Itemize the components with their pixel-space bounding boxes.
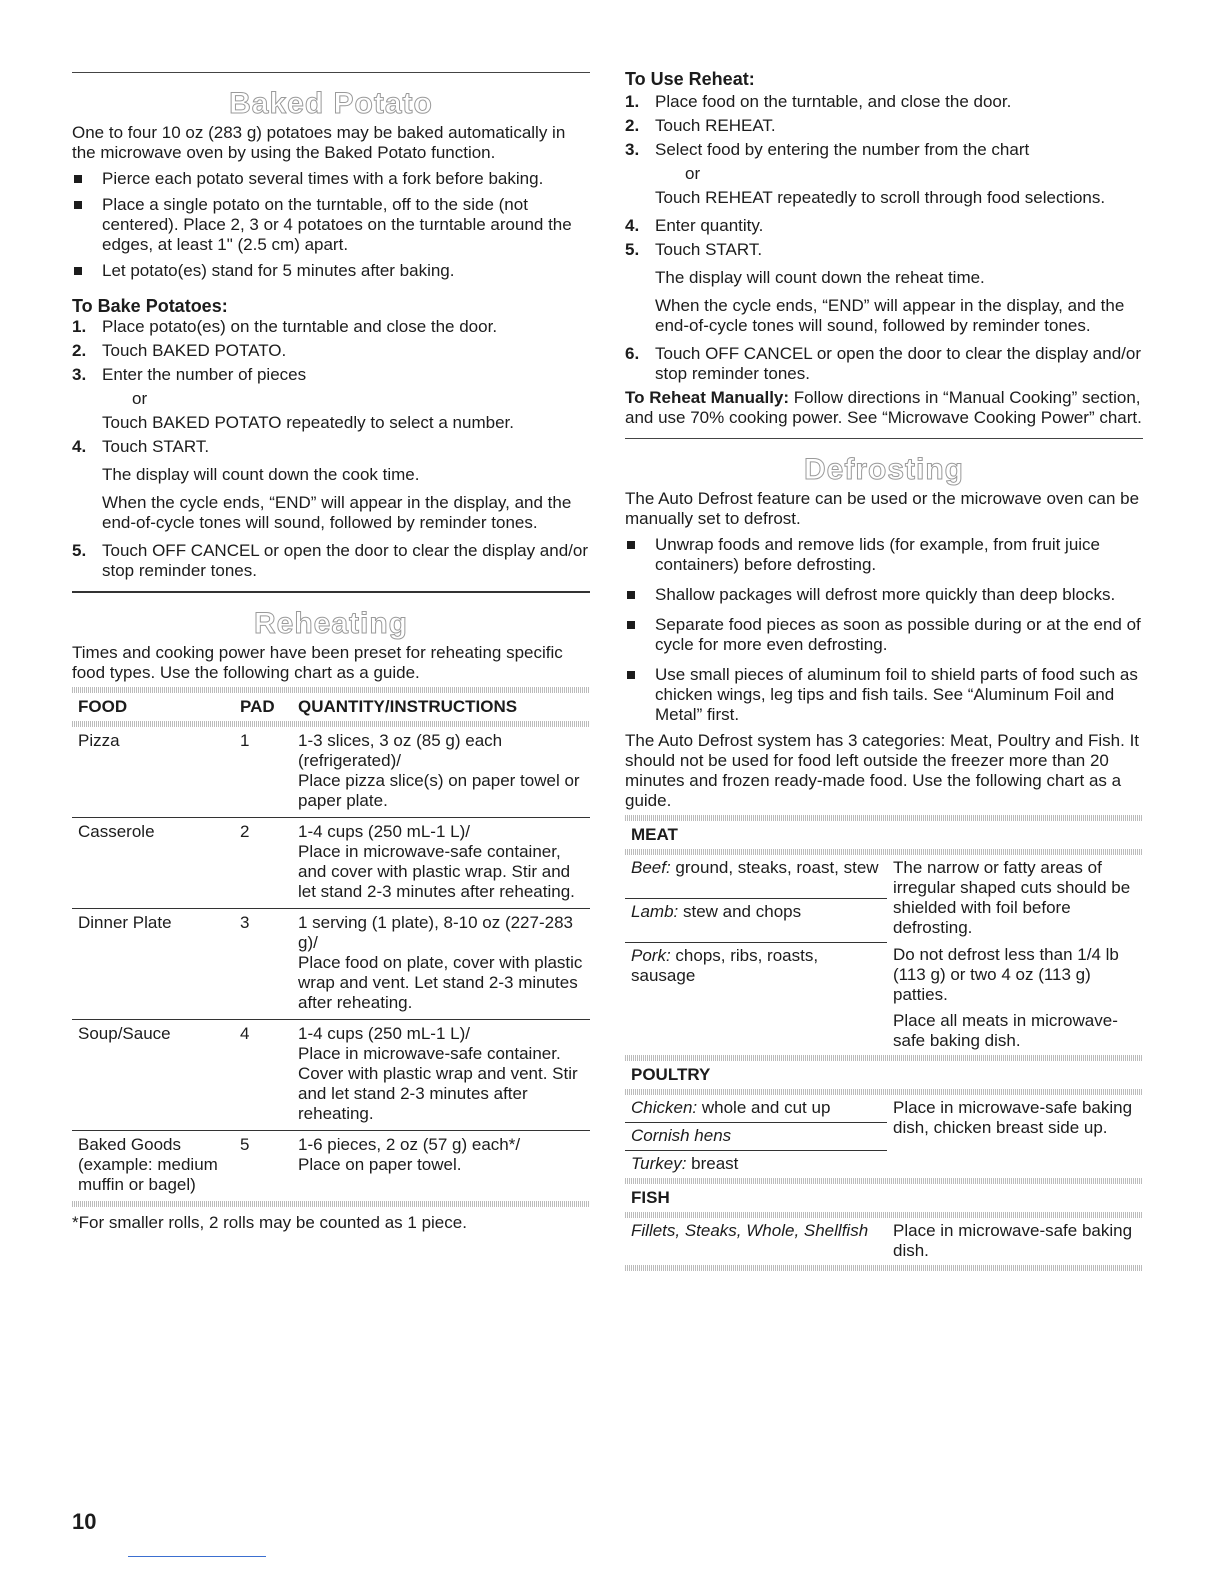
note-cell xyxy=(887,942,1143,1055)
pad-cell: 2 xyxy=(234,818,292,909)
step-item xyxy=(625,92,1143,112)
step-alt-text: Touch REHEAT repeatedly to scroll through food selections. xyxy=(655,188,1106,207)
section-divider xyxy=(72,591,590,593)
food-name: Cornish hens xyxy=(631,1126,732,1145)
step-item xyxy=(72,437,590,533)
section-divider xyxy=(72,72,590,73)
note-text: Do not defrost less than 1/4 lb (113 g) or two 4 oz (113 g) patties. xyxy=(893,945,1119,1004)
or-text: or xyxy=(132,389,148,408)
reheat-steps xyxy=(625,92,1143,384)
food-cell xyxy=(625,855,887,898)
right-column xyxy=(625,60,1143,1271)
instructions-cell xyxy=(292,1131,590,1202)
table-row xyxy=(625,942,1143,1055)
poultry-label: POULTRY xyxy=(631,1065,711,1084)
food-cell xyxy=(625,942,887,1055)
instructions-cell xyxy=(292,727,590,818)
step-number: 2. xyxy=(625,116,640,135)
step-item xyxy=(72,365,590,433)
food-name: Beef: xyxy=(631,858,671,877)
table-row xyxy=(625,855,1143,898)
left-column xyxy=(72,60,590,1233)
reheating-intro: Times and cooking power have been preset for reheating specific food types. Use the following chart as a guide. xyxy=(72,643,563,682)
step-number: 1. xyxy=(72,317,87,336)
bake-potatoes-heading: To Bake Potatoes: xyxy=(72,296,228,316)
step-number: 3. xyxy=(625,140,640,159)
note-cell: The narrow or fatty areas of irregular shaped cuts should be shielded with foil before defrosting. xyxy=(893,858,1131,937)
list-item: Place a single potato on the turntable, off to the side (not centered). Place 2, 3 or 4 potatoes on the turntable around the edges, at least 1" (2.5 cm) apart. xyxy=(72,195,590,255)
section-divider xyxy=(625,438,1143,439)
reheat-manually-label: To Reheat Manually: xyxy=(625,388,790,407)
step-number: 5. xyxy=(625,240,640,259)
food-cell: Dinner Plate xyxy=(72,909,234,1020)
step-item xyxy=(72,341,590,361)
header-food: FOOD xyxy=(78,697,128,716)
use-reheat-heading: To Use Reheat: xyxy=(625,69,755,89)
table-row xyxy=(72,818,590,909)
quantity-text: 1 serving (1 plate), 8-10 oz (227-283 g)/ xyxy=(298,913,573,952)
or-text: or xyxy=(685,164,701,183)
list-item: Separate food pieces as soon as possible during or at the end of cycle for more even defrosting. xyxy=(625,615,1143,655)
header-quantity: QUANTITY/INSTRUCTIONS xyxy=(298,697,518,716)
step-item xyxy=(625,140,1143,208)
list-item: Let potato(es) stand for 5 minutes after baking. xyxy=(72,261,590,281)
page-number: 10 xyxy=(72,1509,97,1534)
baked-potato-intro: One to four 10 oz (283 g) potatoes may be baked automatically in the microwave oven by using the Baked Potato function. xyxy=(72,123,566,162)
step-item xyxy=(72,317,590,337)
food-cell xyxy=(625,1095,887,1123)
step-text: Place potato(es) on the turntable and close the door. xyxy=(102,317,498,336)
step-text: Touch START. xyxy=(655,240,763,259)
fish-label: FISH xyxy=(631,1188,670,1207)
step-item xyxy=(625,216,1143,236)
footer-rule xyxy=(128,1556,266,1557)
food-detail: stew and chops xyxy=(678,901,802,921)
instructions-cell xyxy=(292,818,590,909)
food-detail: whole and cut up xyxy=(697,1098,831,1117)
note-text: Place all meats in microwave-safe baking dish. xyxy=(893,1011,1118,1050)
food-cell xyxy=(625,1123,887,1151)
table-dotted-rule xyxy=(625,1265,1143,1271)
pad-cell: 3 xyxy=(234,909,292,1020)
defrosting-intro: The Auto Defrost feature can be used or the microwave oven can be manually set to defrost. xyxy=(625,489,1140,528)
list-item: Shallow packages will defrost more quickly than deep blocks. xyxy=(625,585,1143,605)
note-cell: Place in microwave-safe baking dish, chicken breast side up. xyxy=(893,1098,1133,1137)
step-note: When the cycle ends, “END” will appear in the display, and the end-of-cycle tones will sound, followed by reminder tones. xyxy=(655,296,1125,335)
food-cell: Soup/Sauce xyxy=(72,1020,234,1131)
fish-table xyxy=(625,1218,1143,1265)
table-row xyxy=(72,727,590,818)
instruction-text: Place in microwave-safe container, and cover with plastic wrap. Stir and let stand 2-3 minutes after reheating. xyxy=(298,842,575,901)
instruction-text: Place pizza slice(s) on paper towel or paper plate. xyxy=(298,771,580,810)
step-number: 3. xyxy=(72,365,87,384)
table-row xyxy=(625,1218,1143,1265)
table-row xyxy=(72,1131,590,1202)
reheat-footnote: *For smaller rolls, 2 rolls may be counted as 1 piece. xyxy=(72,1213,467,1232)
baked-potato-bullets xyxy=(72,169,590,281)
step-item xyxy=(625,240,1143,336)
step-text: Touch BAKED POTATO. xyxy=(102,341,287,360)
step-number: 2. xyxy=(72,341,87,360)
defrosting-title: Defrosting xyxy=(804,453,964,486)
table-row xyxy=(72,1020,590,1131)
reheating-title: Reheating xyxy=(253,607,409,640)
quantity-text: 1-3 slices, 3 oz (85 g) each (refrigerated)/ xyxy=(298,731,503,770)
pad-cell: 4 xyxy=(234,1020,292,1131)
table-row xyxy=(72,909,590,1020)
instruction-text: Place in microwave-safe container. Cover with plastic wrap and vent. Stir and let stand 2-3 minutes after reheating. xyxy=(298,1044,578,1123)
step-number: 6. xyxy=(625,344,640,363)
step-alt-text: Touch BAKED POTATO repeatedly to select a number. xyxy=(102,413,514,432)
meat-label: MEAT xyxy=(631,825,678,844)
food-cell: Fillets, Steaks, Whole, Shellfish xyxy=(631,1221,869,1240)
step-text: Touch REHEAT. xyxy=(655,116,776,135)
baked-potato-title: Baked Potato xyxy=(229,87,433,120)
table-dotted-rule xyxy=(72,1201,590,1207)
step-text: Enter quantity. xyxy=(655,216,764,235)
food-cell: Casserole xyxy=(72,818,234,909)
meat-table xyxy=(625,855,1143,1055)
list-item: Use small pieces of aluminum foil to shield parts of food such as chicken wings, leg tips and fish tails. See “Aluminum Foil and Metal” first. xyxy=(625,665,1143,725)
step-text: Select food by entering the number from the chart xyxy=(655,140,1030,159)
reheat-table xyxy=(72,693,590,1201)
quantity-text: 1-6 pieces, 2 oz (57 g) each*/ xyxy=(298,1135,521,1154)
food-cell xyxy=(625,898,887,942)
auto-defrost-text: The Auto Defrost system has 3 categories: Meat, Poultry and Fish. It should not be used for food left outside the freezer more than 20 minutes and frozen ready-made food. Use the following chart as a guide. xyxy=(625,731,1140,810)
step-item xyxy=(72,541,590,581)
step-note: When the cycle ends, “END” will appear in the display, and the end-of-cycle tones will sound, followed by reminder tones. xyxy=(102,493,572,532)
step-item xyxy=(625,116,1143,136)
food-name: Chicken: xyxy=(631,1098,698,1117)
list-item: Pierce each potato several times with a fork before baking. xyxy=(72,169,590,189)
instruction-text: Place food on plate, cover with plastic wrap and vent. Let stand 2-3 minutes after reheating. xyxy=(298,953,583,1012)
reheat-manually-text: Follow directions in “Manual Cooking” section, and use 70% cooking power. See “Microwave Cooking Power” chart. xyxy=(625,388,1142,427)
pad-cell: 1 xyxy=(234,727,292,818)
instructions-cell xyxy=(292,1020,590,1131)
food-detail: breast xyxy=(686,1154,739,1173)
step-text: Touch START. xyxy=(102,437,210,456)
step-note: The display will count down the reheat time. xyxy=(655,268,985,287)
step-note: The display will count down the cook time. xyxy=(102,465,420,484)
reheat-manually xyxy=(625,388,1143,428)
bake-steps xyxy=(72,317,590,581)
step-text: Place food on the turntable, and close the door. xyxy=(655,92,1012,111)
step-text: Touch OFF CANCEL or open the door to clear the display and/or stop reminder tones. xyxy=(102,541,589,580)
defrosting-bullets xyxy=(625,535,1143,725)
instruction-text: Place on paper towel. xyxy=(298,1155,462,1174)
table-header-row xyxy=(72,693,590,721)
quantity-text: 1-4 cups (250 mL-1 L)/ xyxy=(298,1024,470,1043)
food-cell: Pizza xyxy=(72,727,234,818)
step-number: 4. xyxy=(72,437,87,456)
instructions-cell xyxy=(292,909,590,1020)
food-name: Lamb: xyxy=(631,901,679,921)
step-number: 4. xyxy=(625,216,640,235)
list-item: Unwrap foods and remove lids (for example, from fruit juice containers) before defrosting. xyxy=(625,535,1143,575)
food-detail: chops, ribs, roasts, sausage xyxy=(631,945,819,985)
food-name: Turkey: xyxy=(631,1154,687,1173)
food-cell: Baked Goods (example: medium muffin or bagel) xyxy=(78,1135,218,1194)
header-pad: PAD xyxy=(240,697,275,716)
step-text: Touch OFF CANCEL or open the door to clear the display and/or stop reminder tones. xyxy=(655,344,1142,383)
pad-cell: 5 xyxy=(240,1135,250,1154)
poultry-table xyxy=(625,1095,1143,1178)
table-row xyxy=(625,1095,1143,1123)
food-cell xyxy=(625,1151,887,1179)
quantity-text: 1-4 cups (250 mL-1 L)/ xyxy=(298,822,470,841)
step-number: 5. xyxy=(72,541,87,560)
note-cell: Place in microwave-safe baking dish. xyxy=(893,1221,1133,1260)
food-name: Pork: xyxy=(631,945,671,965)
step-text: Enter the number of pieces xyxy=(102,365,307,384)
step-number: 1. xyxy=(625,92,640,111)
step-item xyxy=(625,344,1143,384)
food-detail: ground, steaks, roast, stew xyxy=(670,858,879,877)
